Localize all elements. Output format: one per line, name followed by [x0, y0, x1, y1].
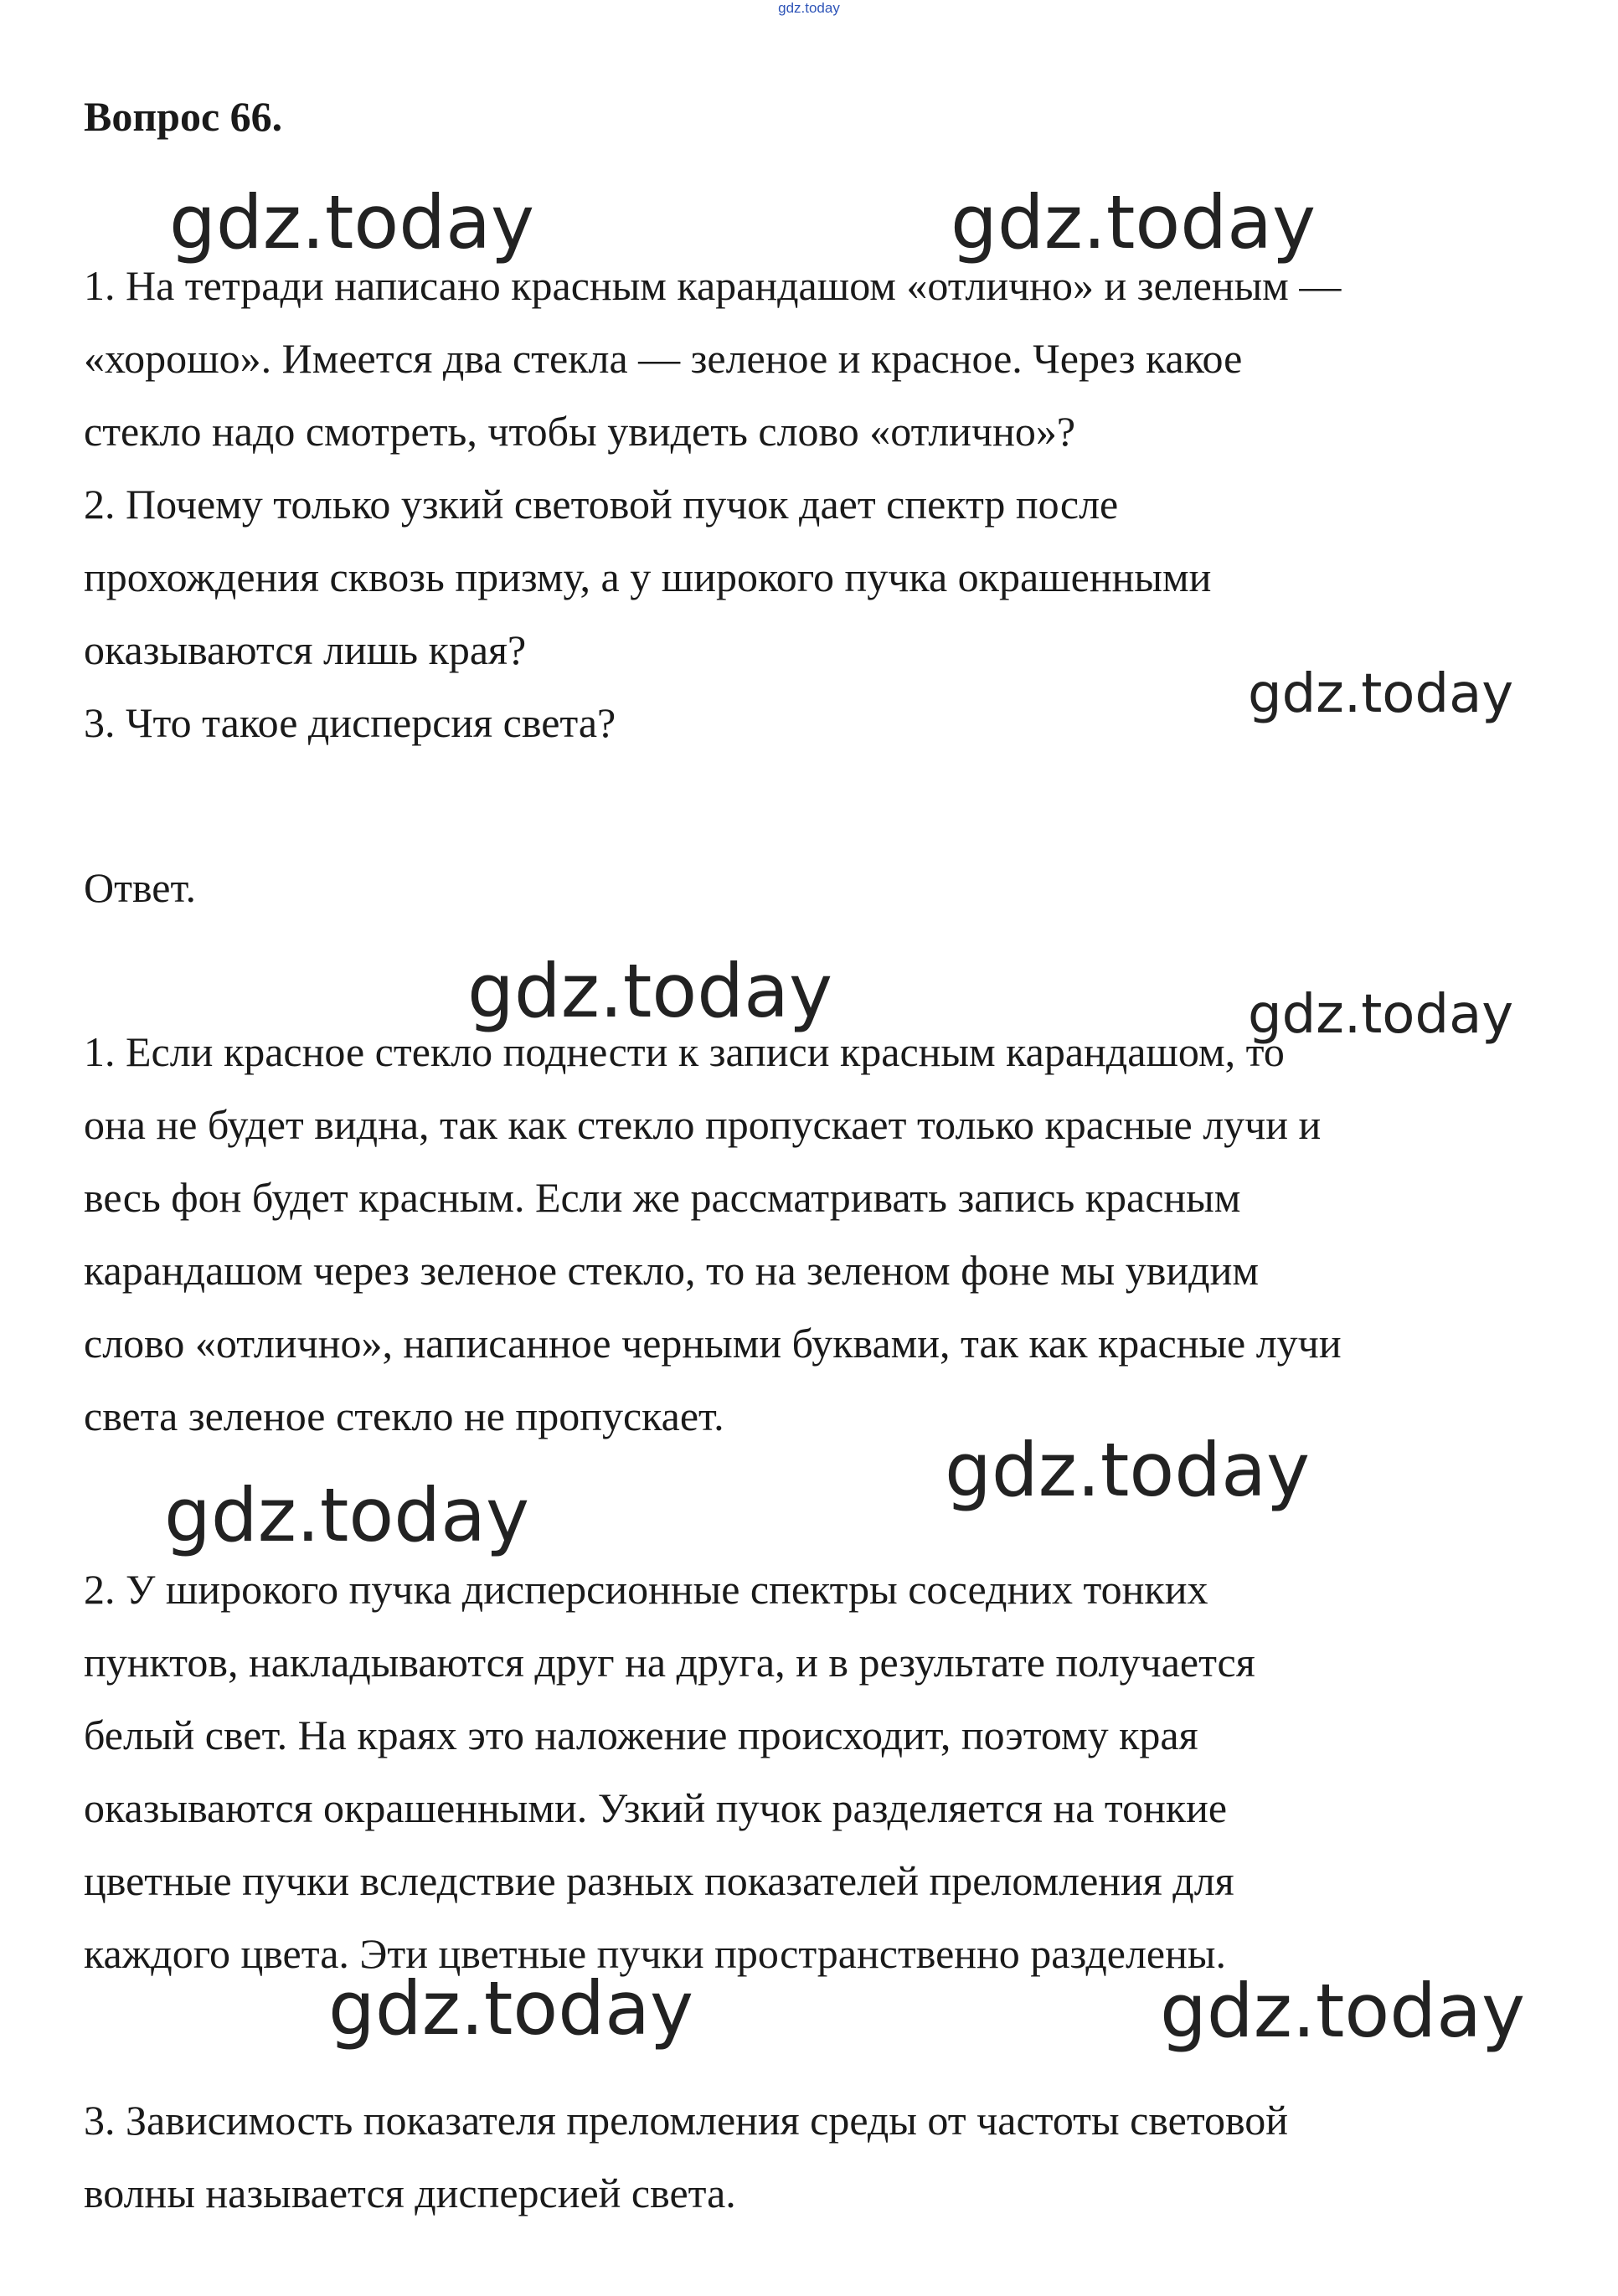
watermark: gdz.today [1248, 984, 1514, 1046]
text-line: 3. Что такое дисперсия света? [84, 699, 616, 746]
text-line: 1. Если красное стекло поднести к записи красным карандашом, то [84, 1028, 1285, 1075]
watermark: gdz.today [945, 1427, 1311, 1513]
watermark: gdz.today [1248, 663, 1514, 725]
watermark: gdz.today [951, 179, 1317, 265]
text-line: света зеленое стекло не пропускает. [84, 1393, 724, 1439]
answer-1 [84, 1016, 1574, 1453]
text-line: она не будет видна, так как стекло пропускает только красные лучи и [84, 1101, 1322, 1148]
watermark: gdz.today [467, 948, 833, 1034]
watermark: gdz.today [169, 179, 535, 265]
watermark: gdz.today [164, 1472, 530, 1558]
text-line: оказываются лишь края? [84, 626, 527, 673]
text-line: 2. У широкого пучка дисперсионные спектры соседних тонких [84, 1566, 1208, 1613]
text-line: прохождения сквозь призму, а у широкого пучка окрашенными [84, 553, 1212, 600]
text-line: 3. Зависимость показателя преломления среды от частоты световой [84, 2097, 1289, 2144]
answer-3 [84, 2084, 1574, 2230]
watermark: gdz.today [328, 1965, 694, 2051]
answer-label [84, 852, 1574, 924]
text-line: «хорошо». Имеется два стекла — зеленое и красное. Через какое [84, 335, 1243, 382]
text-line: стекло надо смотреть, чтобы увидеть слово «отлично»? [84, 408, 1076, 455]
site-mark: gdz.today [778, 0, 840, 16]
text-line: весь фон будет красным. Если же рассматривать запись красным [84, 1174, 1241, 1221]
text-line: волны называется дисперсией света. [84, 2170, 736, 2216]
text-line: цветные пучки вследствие разных показателей преломления для [84, 1857, 1234, 1904]
text-line: 1. На тетради написано красным карандашом «отлично» и зеленым — [84, 262, 1342, 309]
text-line: каждого цвета. Эти цветные пучки пространственно разделены. [84, 1930, 1226, 1977]
answer-label-text: Ответ. [84, 864, 197, 911]
text-line: оказываются окрашенными. Узкий пучок разделяется на тонкие [84, 1784, 1228, 1831]
question-1 [84, 250, 1574, 468]
text-line: белый свет. На краях это наложение происходит, поэтому края [84, 1712, 1198, 1758]
question-heading: Вопрос 66. [84, 93, 283, 140]
text-line: карандашом через зеленое стекло, то на зеленом фоне мы увидим [84, 1247, 1259, 1294]
question-2 [84, 468, 1574, 687]
answer-2 [84, 1553, 1574, 1990]
text-line: слово «отлично», написанное черными буквами, так как красные лучи [84, 1320, 1342, 1367]
text-line: 2. Почему только узкий световой пучок дает спектр после [84, 481, 1119, 528]
watermark: gdz.today [1160, 1968, 1526, 2054]
text-line: пунктов, накладываются друг на друга, и в результате получается [84, 1639, 1255, 1686]
